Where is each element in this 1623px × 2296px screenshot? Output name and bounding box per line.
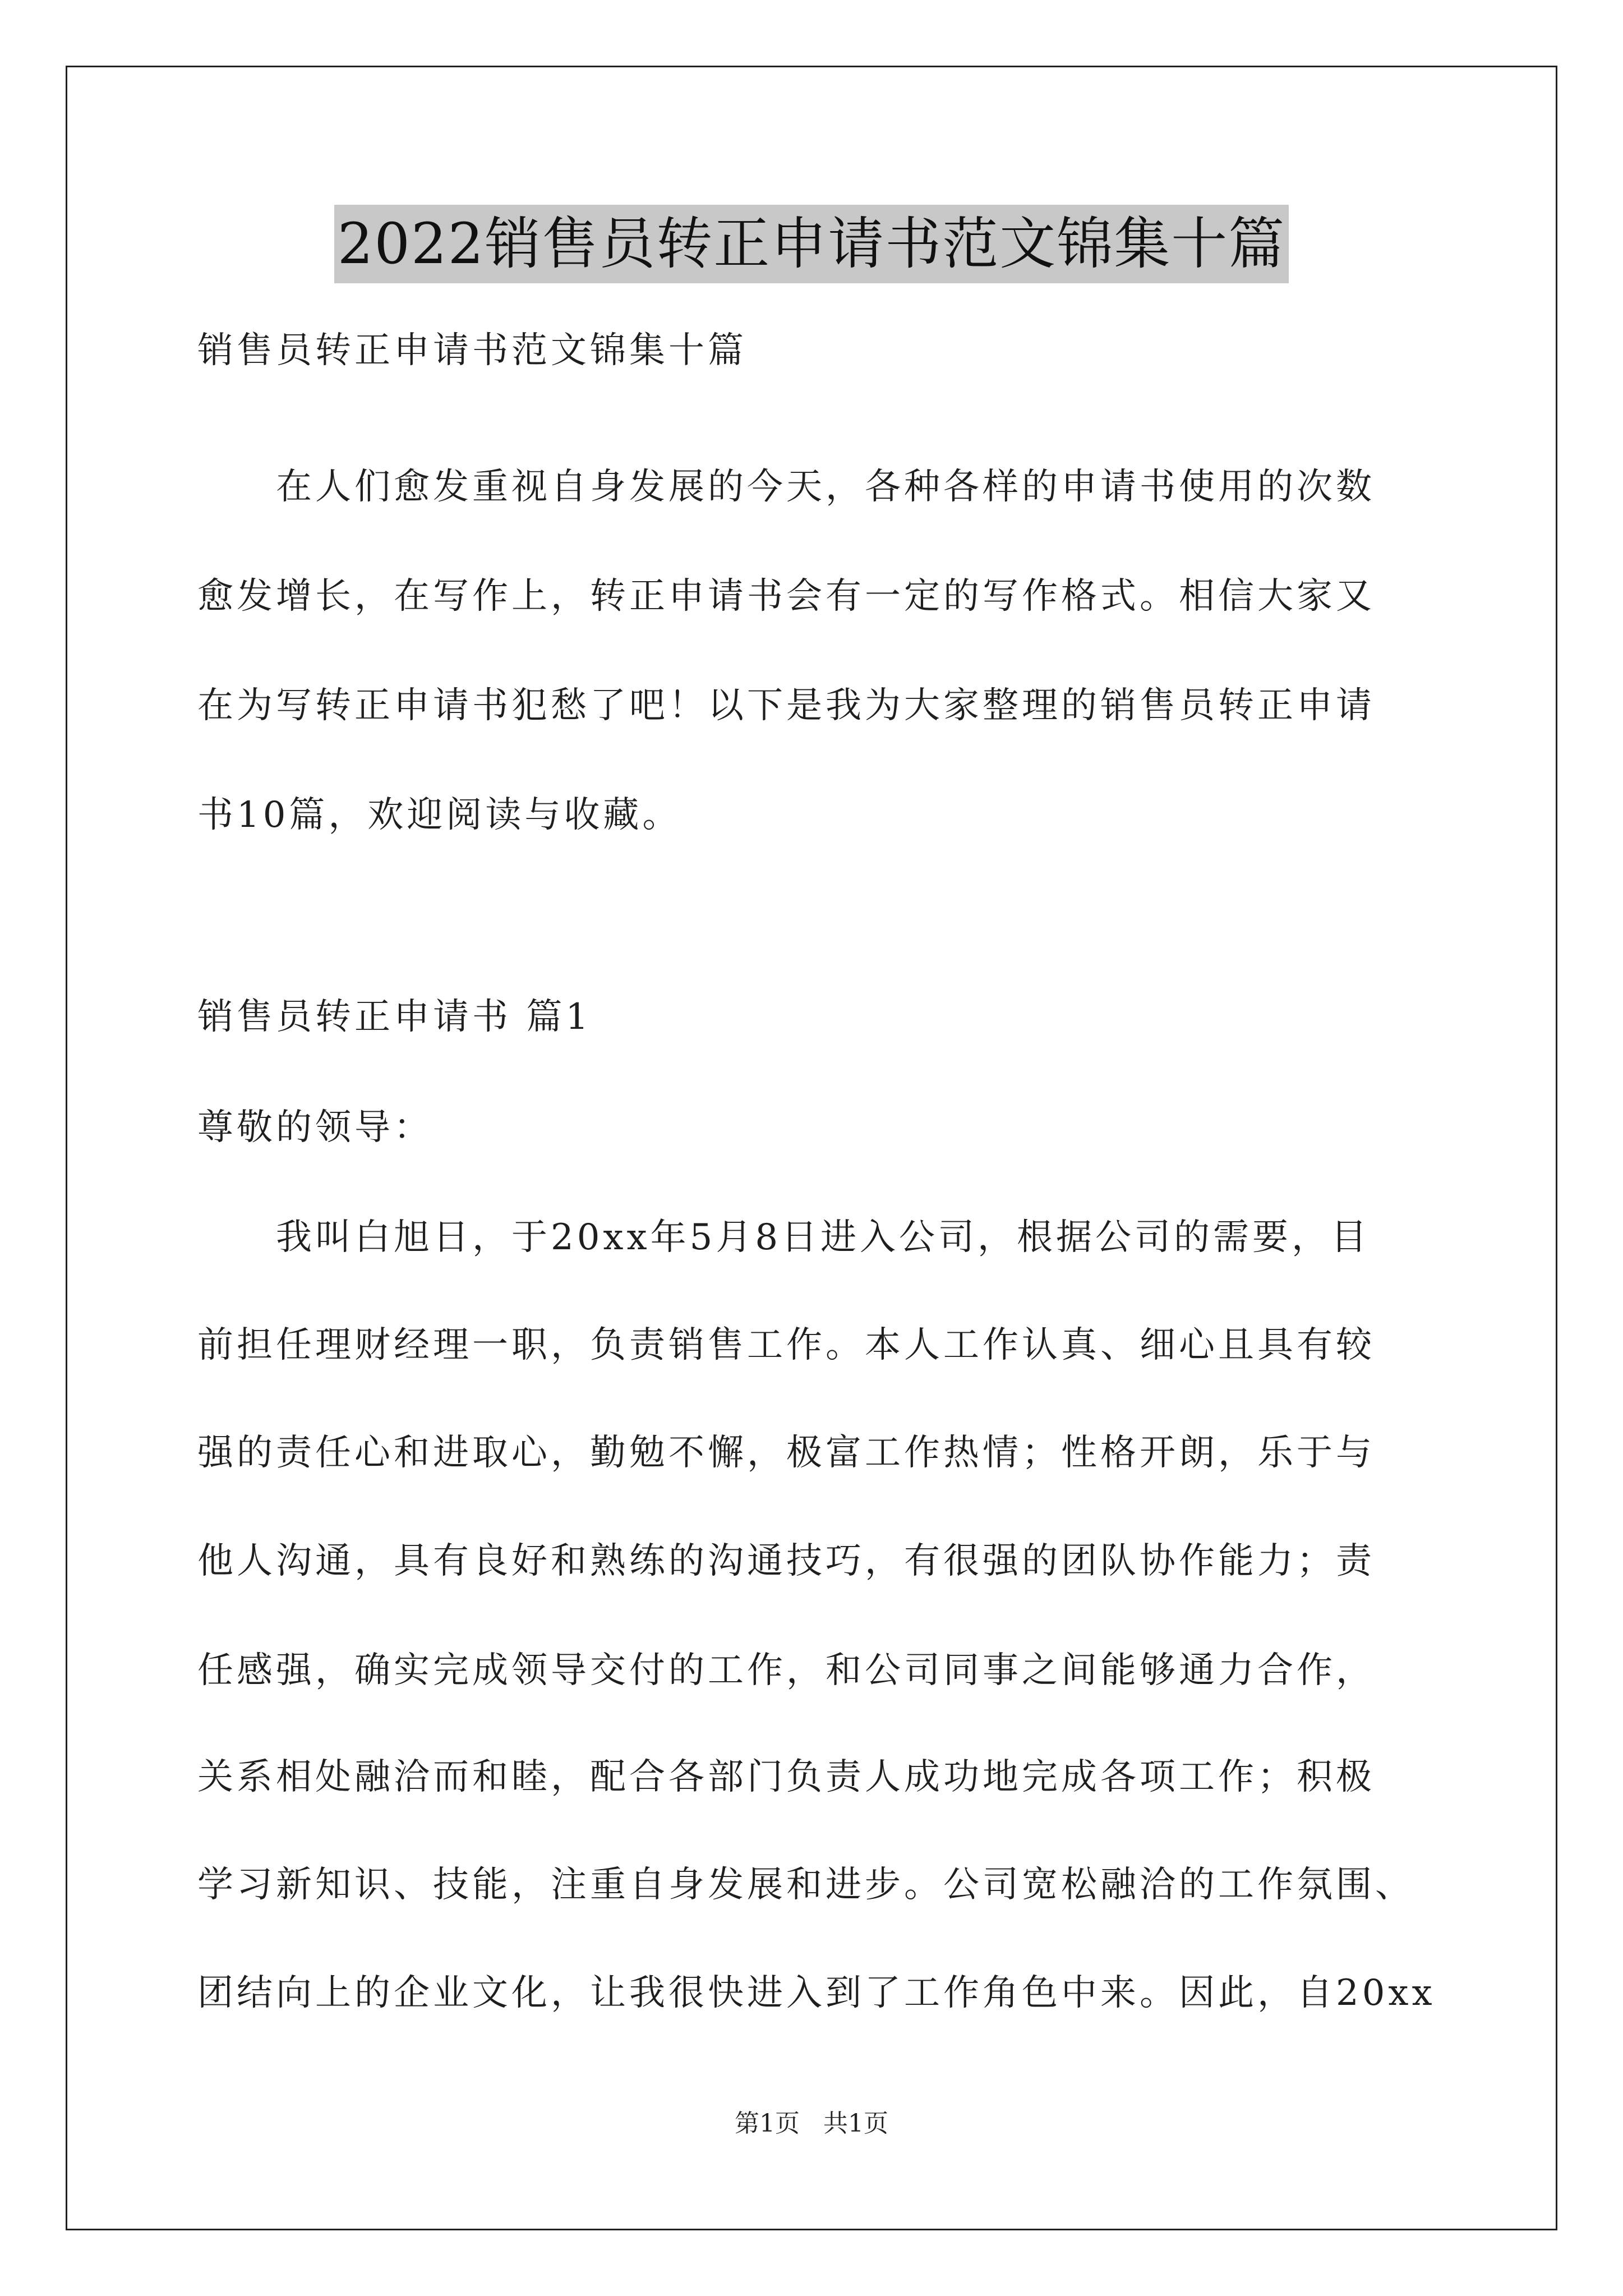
body-line-5: 任感强，确实完成领导交付的工作，和公司同事之间能够通力合作， [197, 1650, 1375, 1691]
page-footer [0, 2107, 1623, 2141]
page-number: 第1页 [735, 2109, 800, 2138]
body-line-1: 我叫白旭日，于20xx年5月8日进入公司，根据公司的需要，目 [276, 1217, 1371, 1258]
document-subtitle: 销售员转正申请书范文锦集十篇 [197, 330, 747, 371]
intro-line-2: 愈发增长，在写作上，转正申请书会有一定的写作格式。相信大家又 [197, 576, 1375, 617]
intro-line-4: 书10篇，欢迎阅读与收藏。 [197, 794, 682, 836]
body-line-2: 前担任理财经理一职，负责销售工作。本人工作认真、细心且具有较 [197, 1324, 1375, 1366]
intro-line-3: 在为写转正申请书犯愁了吧！以下是我为大家整理的销售员转正申请 [197, 685, 1375, 726]
body-line-3: 强的责任心和进取心，勤勉不懈，极富工作热情；性格开朗，乐于与 [197, 1432, 1375, 1474]
title-container [0, 205, 1623, 283]
intro-line-1: 在人们愈发重视自身发展的今天，各种各样的申请书使用的次数 [276, 466, 1375, 508]
salutation: 尊敬的领导： [197, 1107, 433, 1148]
body-line-4: 他人沟通，具有良好和熟练的沟通技巧，有很强的团队协作能力；责 [197, 1540, 1375, 1582]
body-line-8: 团结向上的企业文化，让我很快进入到了工作角色中来。因此，自20xx [197, 1972, 1436, 2014]
document-title: 2022销售员转正申请书范文锦集十篇 [334, 205, 1289, 283]
page-total: 共1页 [823, 2109, 888, 2138]
section-heading: 销售员转正申请书 篇1 [197, 996, 592, 1038]
body-line-6: 关系相处融洽而和睦，配合各部门负责人成功地完成各项工作；积极 [197, 1756, 1375, 1798]
body-line-7: 学习新知识、技能，注重自身发展和进步。公司宽松融洽的工作氛围、 [197, 1864, 1414, 1906]
